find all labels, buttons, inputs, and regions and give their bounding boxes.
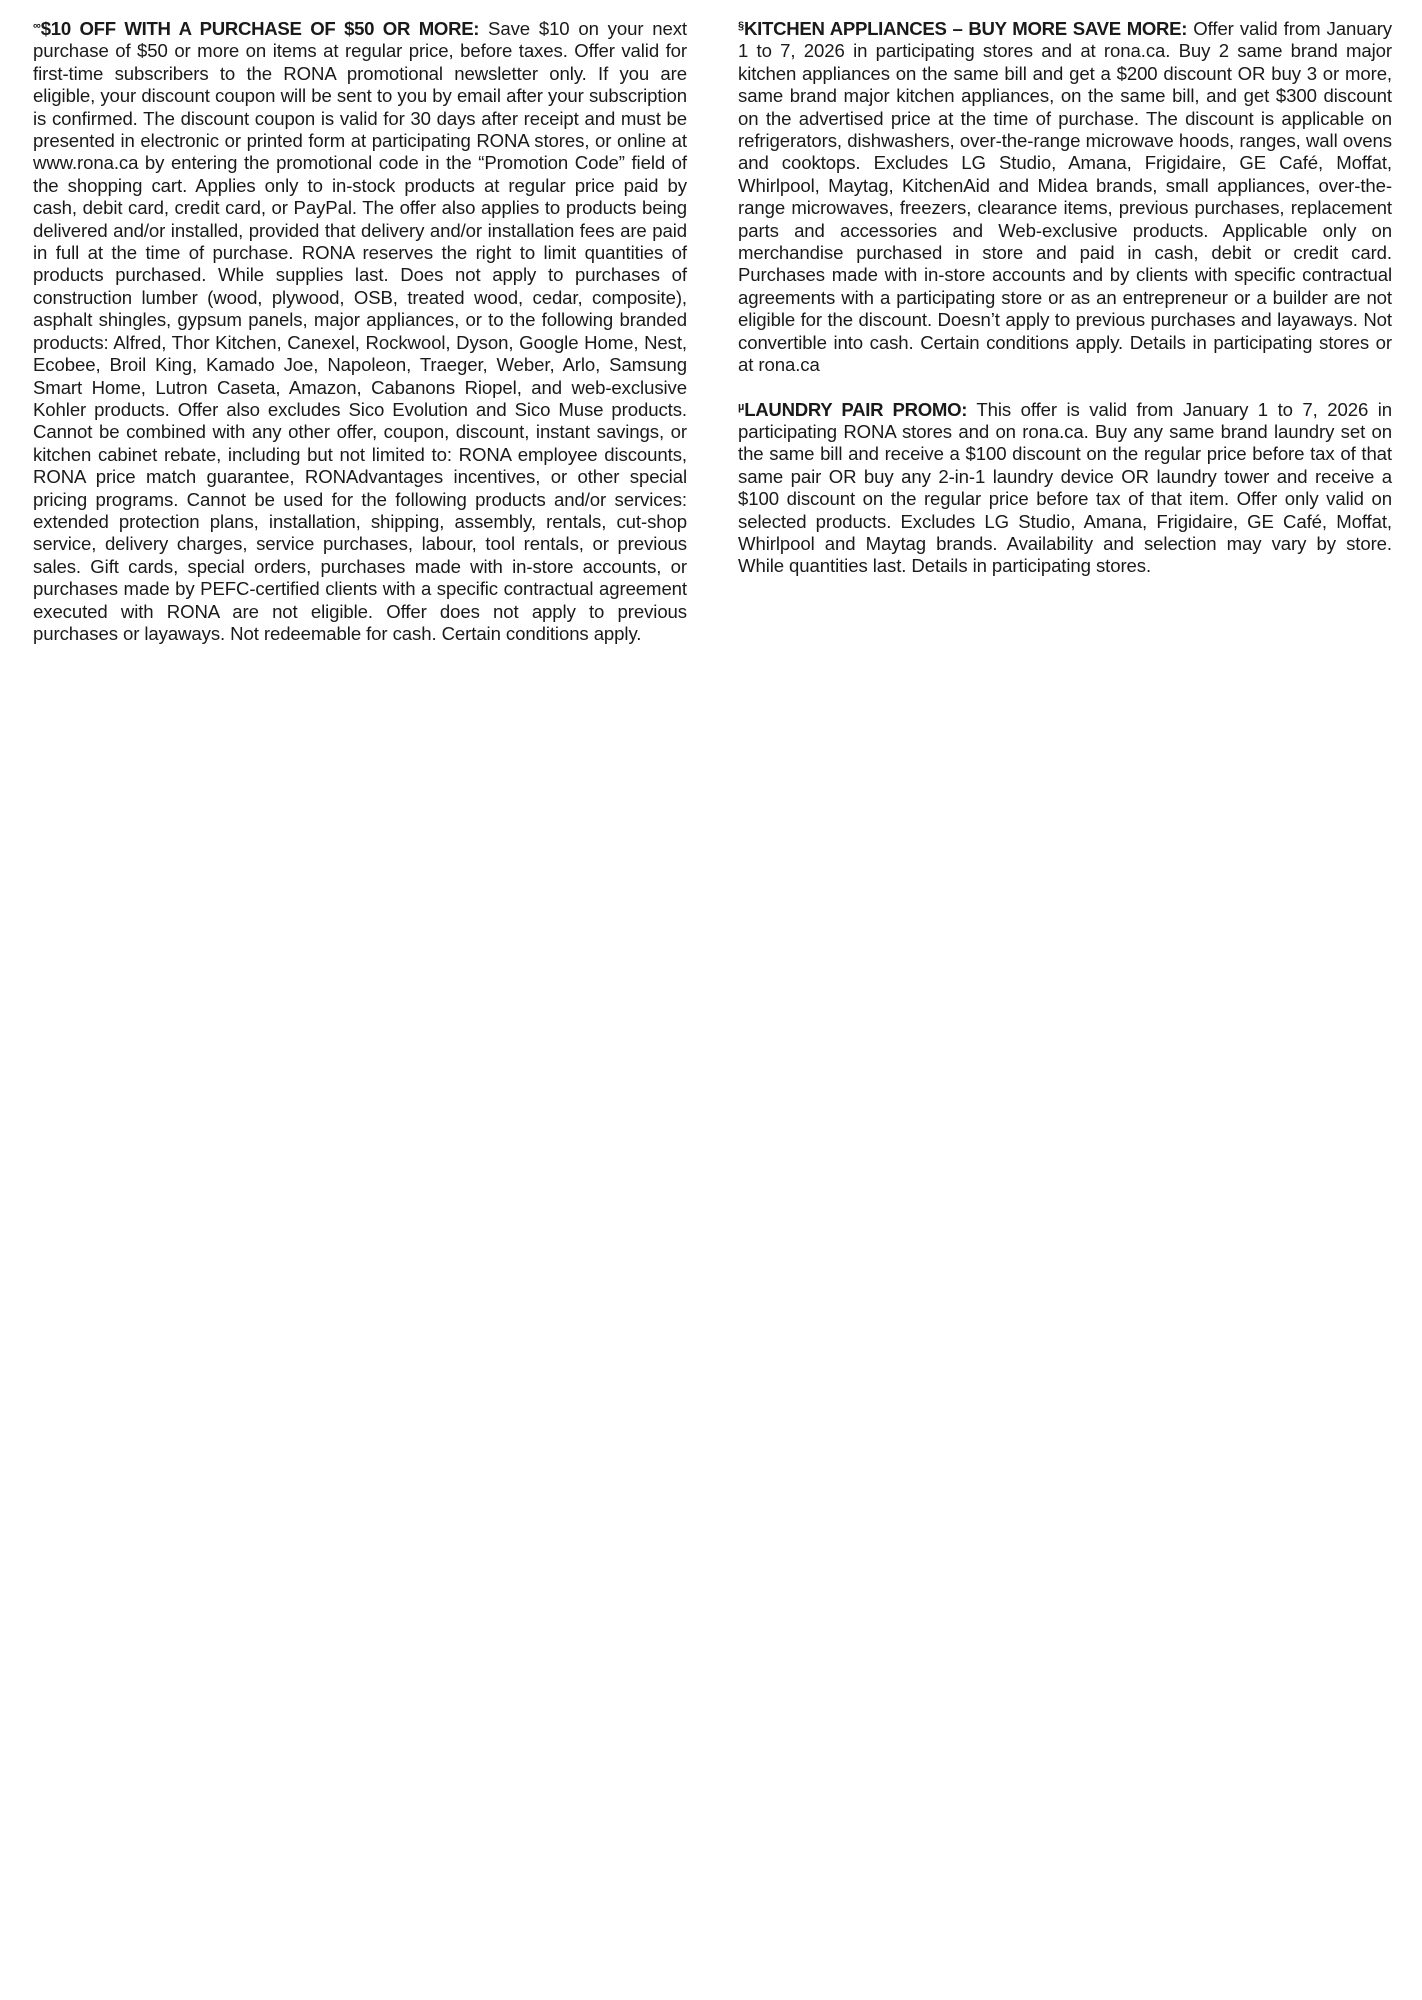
- newsletter-offer-note: [33, 18, 687, 645]
- note-title: KITCHEN APPLIANCES – BUY MORE SAVE MORE:: [744, 18, 1188, 39]
- note-body: This offer is valid from January 1 to 7, 2026 in participating RONA stores and on rona.ca. Buy any same brand laundry set on the same bill and receive a $100 discount on the regular price before tax of that same pair OR buy any 2-in-1 laundry device OR laundry tower and receive a $100 discount on the regular price before tax of that item. Offer only valid on selected products. Excludes LG Studio, Amana, Frigidaire, GE Café, Moffat, Whirlpool and Maytag brands. Availability and selection may vary by store. While quantities last. Details in participating stores.: [738, 398, 1393, 577]
- note-title: LAUNDRY PAIR PROMO:: [744, 398, 968, 420]
- note-body: Offer valid from January 1 to 7, 2026 in participating stores and at rona.ca. Buy 2 same brand major kitchen appliances on the same bill and get a $200 discount OR buy 3 or more, same brand major kitchen appliances, on the same bill, and get $300 discount on the advertised price at the time of purchase. The discount is applicable on refrigerators, dishwashers, over-the-range microwave hoods, ranges, wall ovens and cooktops. Excludes LG Studio, Amana, Frigidaire, GE Café, Moffat, Whirlpool, Maytag, KitchenAid and Midea brands, small appliances, over-the-range microwaves, freezers, clearance items, previous purchases, replacement parts and accessories and Web-exclusive products. Applicable only on merchandise purchased in store and paid in cash, debit or credit card. Purchases made with in-store accounts and by clients with specific contractual agreements with a participating store or as an entrepreneur or a builder are not eligible for the discount. Doesn’t apply to previous purchases and layaways. Not convertible into cash. Certain conditions apply. Details in participating stores or at rona.ca: [738, 18, 1392, 376]
- footnote-symbol: ∞: [33, 20, 41, 32]
- kitchen-appliances-note: [738, 18, 1392, 377]
- laundry-pair-note: [738, 399, 1392, 578]
- footnote-symbol: §: [738, 20, 745, 32]
- right-column: [738, 18, 1392, 600]
- note-title: $10 OFF WITH A PURCHASE OF $50 OR MORE:: [40, 18, 480, 39]
- footnote-symbol: µ: [738, 400, 745, 413]
- left-column: [33, 18, 687, 667]
- note-body: Save $10 on your next purchase of $50 or more on items at regular price, before taxes. Offer valid for first-time subscribers to the RONA promotional newsletter only. If you are eligible, your discount coupon will be sent to you by email after your subscription is confirmed. The discount coupon is valid for 30 days after receipt and must be presented in electronic or printed form at participating RONA stores, or online at www.rona.ca by entering the promotional code in the “Promotion Code” field of the shopping cart. Applies only to in-stock products at regular price paid by cash, debit card, credit card, or PayPal. The offer also applies to products being delivered and/or installed, provided that delivery and/or installation fees are paid in full at the time of purchase. RONA reserves the right to limit quantities of products purchased. While supplies last. Does not apply to purchases of construction lumber (wood, plywood, OSB, treated wood, cedar, composite), asphalt shingles, gypsum panels, major appliances, or to the following branded products: Alfred, Thor Kitchen, Canexel, Rockwool, Dyson, Google Home, Nest, Ecobee, Broil King, Kamado Joe, Napoleon, Traeger, Weber, Arlo, Samsung Smart Home, Lutron Caseta, Amazon, Cabanons Riopel, and web-exclusive Kohler products. Offer also excludes Sico Evolution and Sico Muse products. Cannot be combined with any other offer, coupon, discount, instant savings, or kitchen cabinet rebate, including but not limited to: RONA employee discounts, RONA price match guarantee, RONAdvantages incentives, or other special pricing programs. Cannot be used for the following products and/or services: extended protection plans, installation, shipping, assembly, rentals, cut-shop service, delivery charges, service purchases, labour, tool rentals, or previous sales. Gift cards, special orders, purchases made with in-store accounts, or purchases made by PEFC-certified clients with a specific contractual agreement executed with RONA are not eligible. Offer does not apply to previous purchases or layaways. Not redeemable for cash. Certain conditions apply.: [33, 18, 688, 644]
